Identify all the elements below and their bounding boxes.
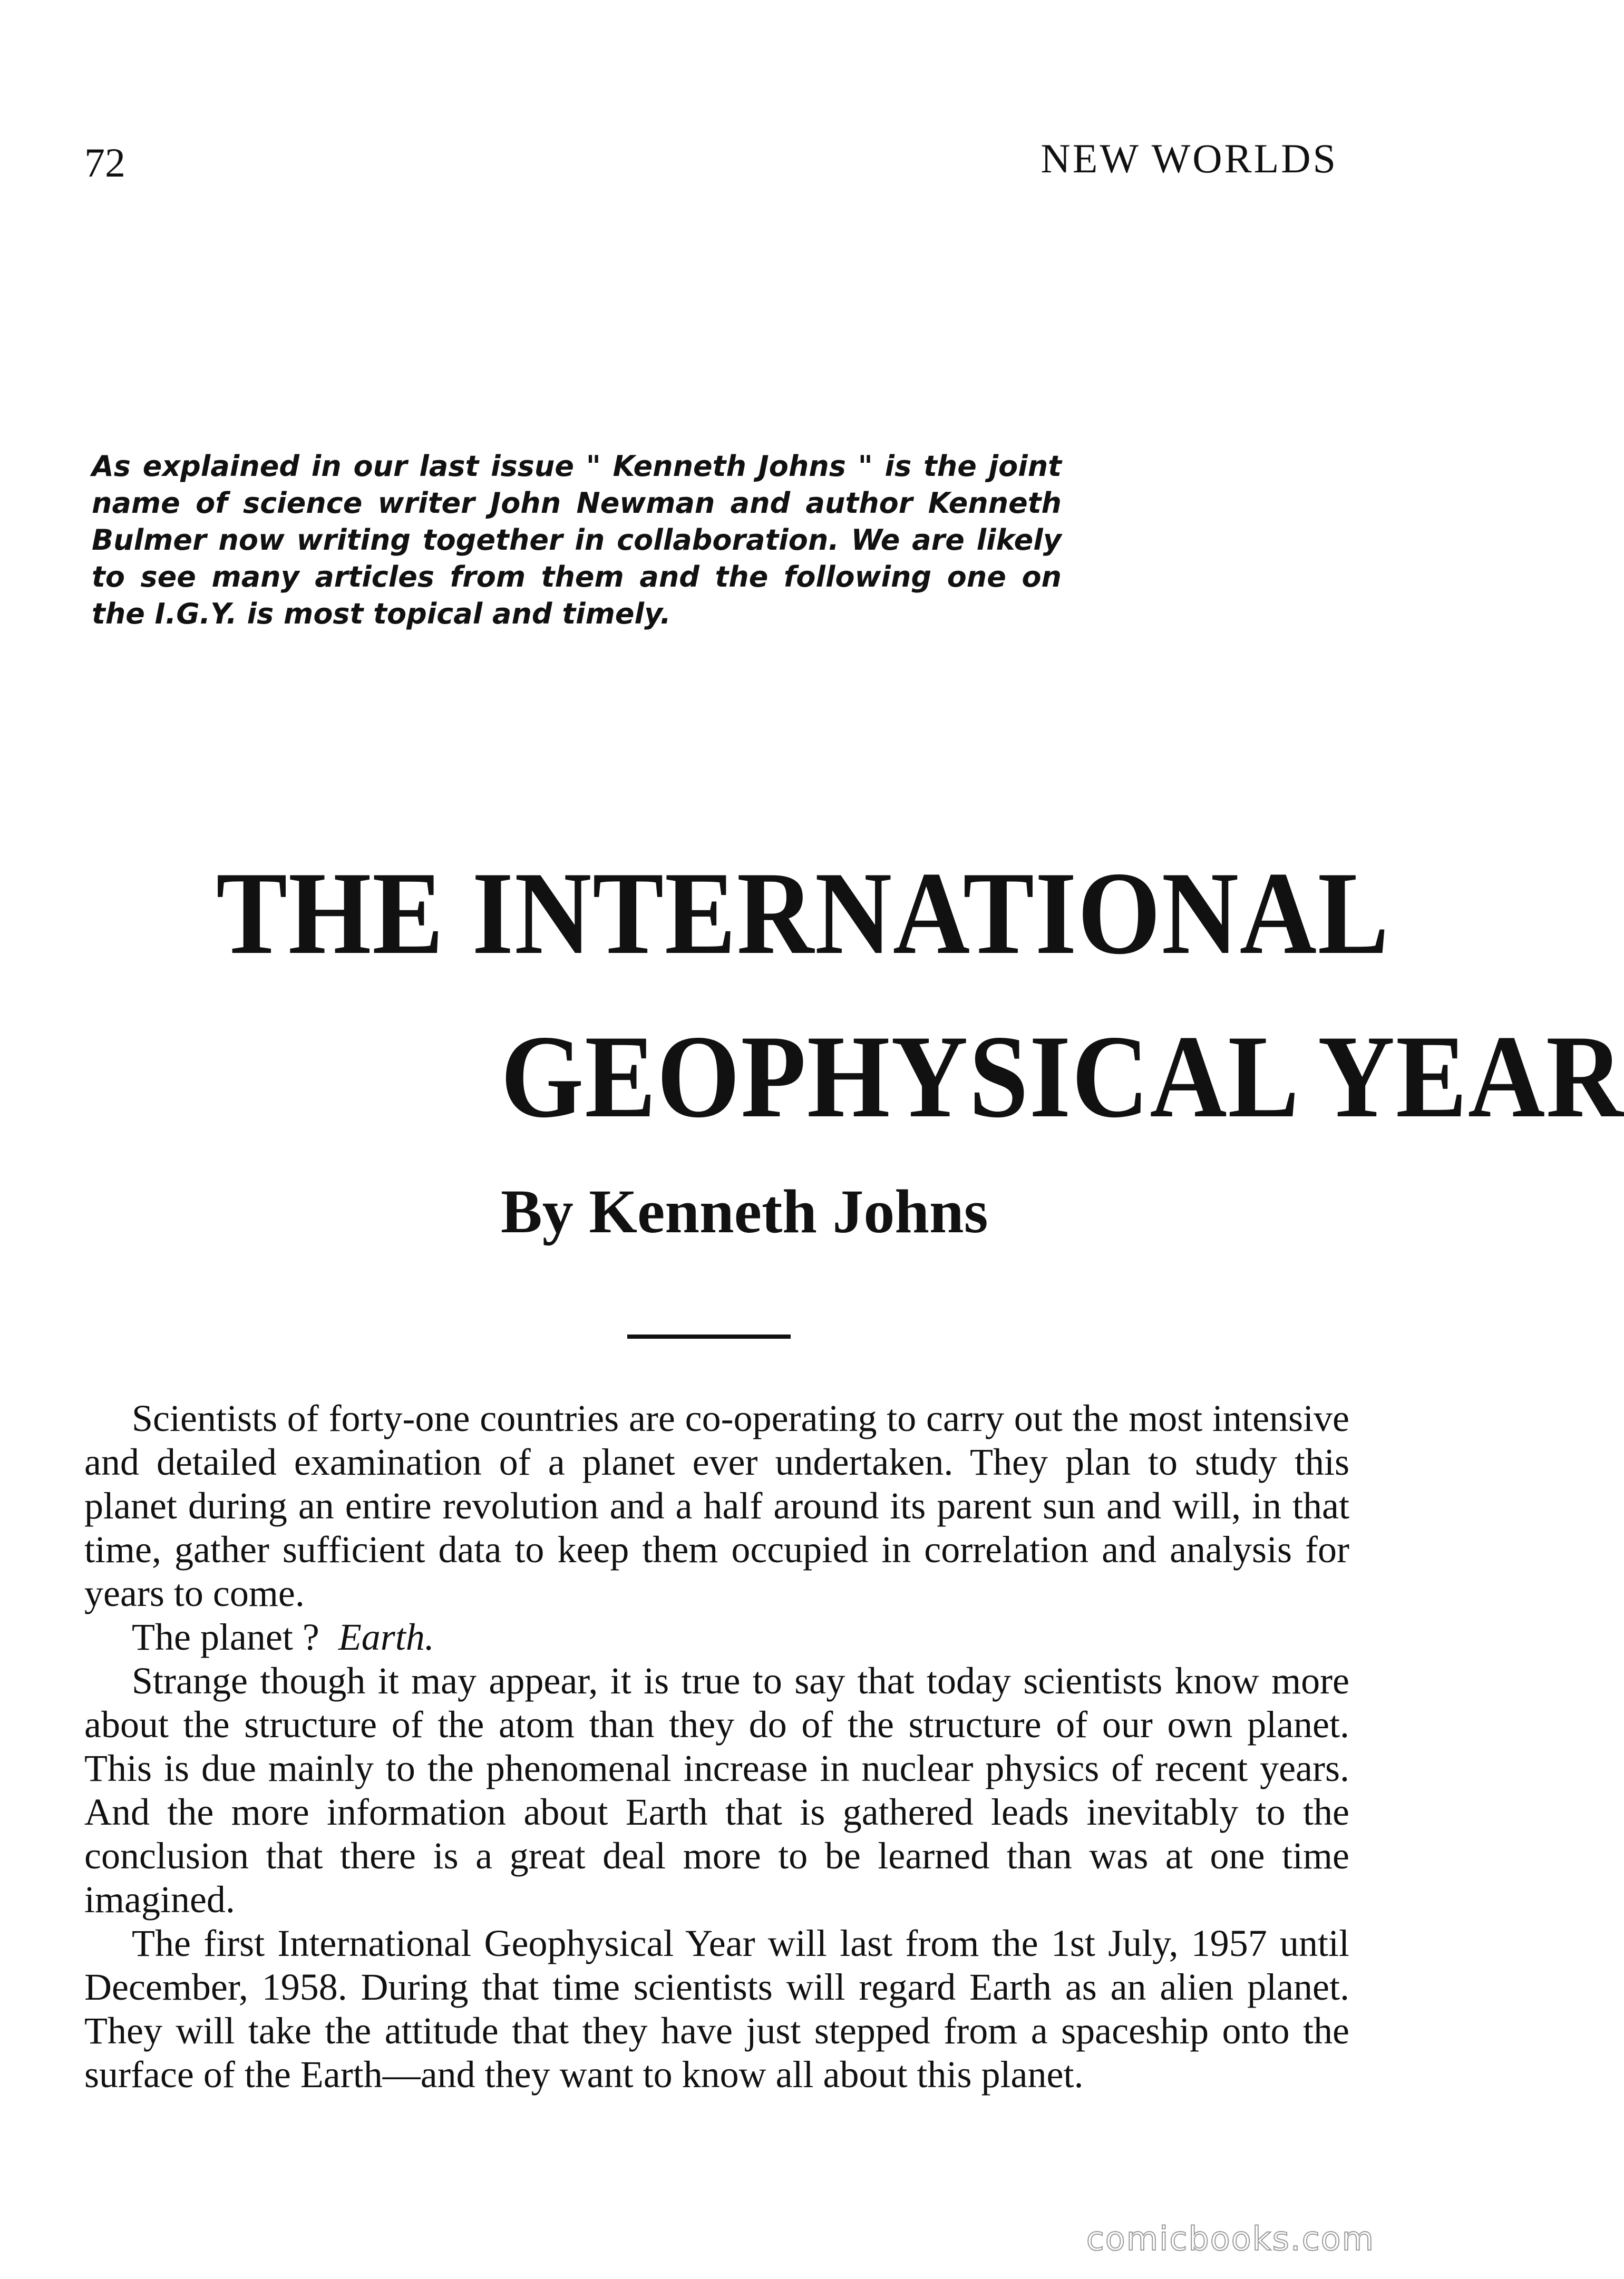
body-paragraph-3: Strange though it may appear, it is true to say that today scientists know more about the structure of the atom than they do of the structure of our own planet. This is due mainly to the phenomenal increase in nuclear physics of recent years. And the more information about Earth that is gathered leads inevitably to the conclusion that there is a great deal more to be learned than was at one time imagined. [84,1660,1349,1921]
article-title-line-1: THE INTERNATIONAL [216,847,1390,979]
body-paragraph-2 [84,1615,1349,1659]
body-paragraph-2-emphasis: Earth. [338,1616,434,1658]
body-paragraph-2-lead: The planet ? [132,1616,319,1658]
page-number: 72 [84,140,125,186]
byline: By Kenneth Johns [501,1177,988,1246]
article-title-line-2: GEOPHYSICAL YEAR [501,1010,1624,1142]
body-paragraph-4: The first International Geophysical Year will last from the 1st July, 1957 until December, 1958. During that time scientists will regard Earth as an alien planet. They will take the attitude that they have just stepped from a spaceship onto the surface of the Earth—and they want to know all about this planet. [84,1922,1349,2096]
body-paragraph-1: Scientists of forty-one countries are co-operating to carry out the most intensive and detailed examination of a planet ever undertaken. They plan to study this planet during an entire revolution and a half around its parent sun and will, in that time, gather sufficient data to keep them occupied in correlation and analysis for years to come. [84,1397,1349,1614]
editor-note: As explained in our last issue " Kenneth Johns " is the joint name of science writer John Newman and author Kenneth Bulmer now writing together in collaboration. We are likely to see many articles from them and the following one on the I.G.Y. is most topical and timely. [92,450,1062,630]
article-body [84,1397,1349,2097]
watermark: comicbooks.com [1086,2219,1375,2258]
running-head: NEW WORLDS [1040,135,1338,181]
divider-rule [627,1335,791,1339]
